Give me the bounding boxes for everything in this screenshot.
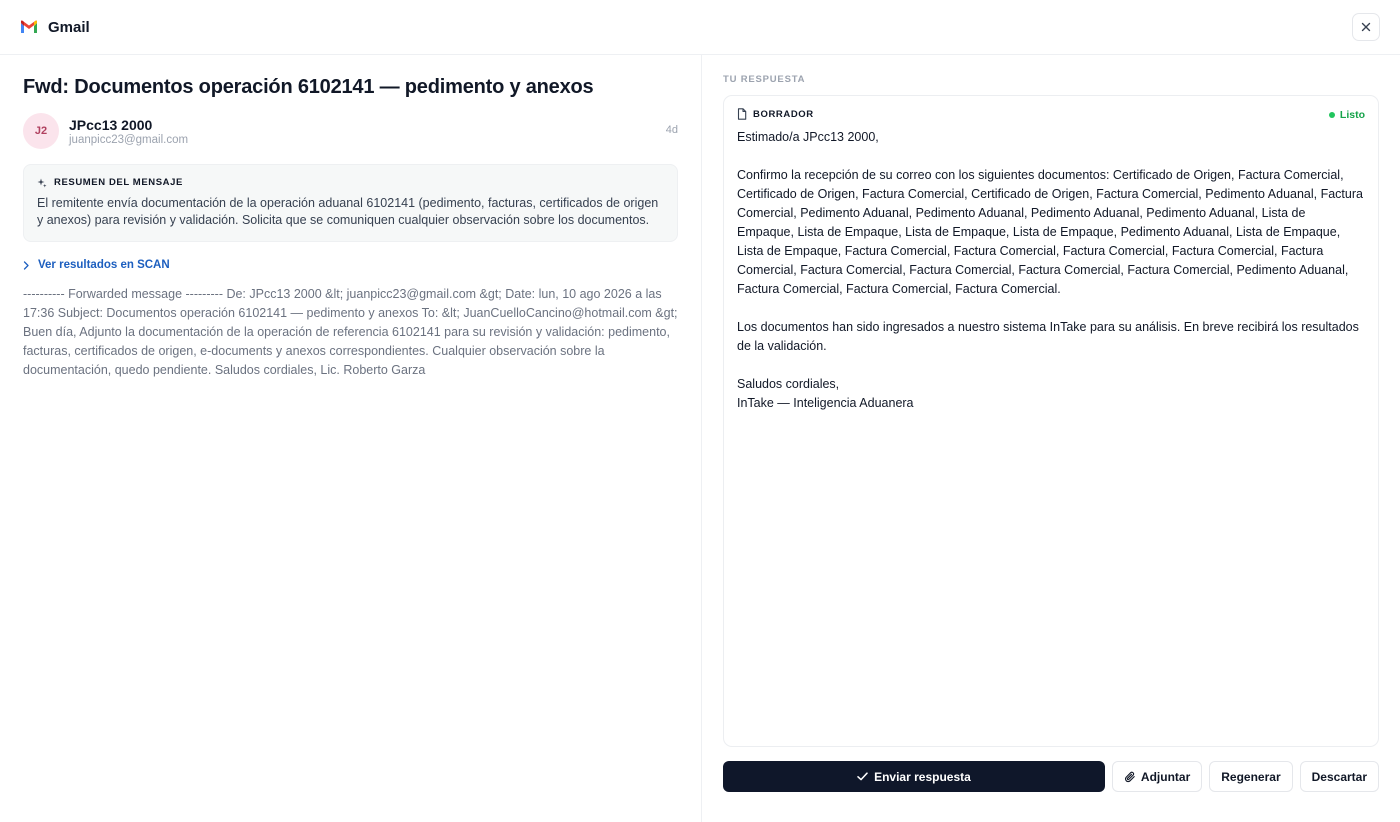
sparkle-icon xyxy=(37,178,47,188)
paperclip-icon xyxy=(1124,771,1136,783)
sender-email: juanpicc23@gmail.com xyxy=(69,133,189,146)
draft-signature: InTake — Inteligencia Aduanera xyxy=(737,396,914,410)
email-subject: Fwd: Documentos operación 6102141 — pedimento y anexos xyxy=(23,76,594,98)
sender-row xyxy=(23,113,678,149)
modal-header xyxy=(0,0,1400,55)
send-reply-button[interactable] xyxy=(723,761,1105,792)
status-dot-icon xyxy=(1329,112,1335,118)
attach-label: Adjuntar xyxy=(1140,769,1191,784)
regenerate-button[interactable] xyxy=(1209,761,1292,792)
sender-name: JPcc13 2000 xyxy=(69,116,153,133)
avatar: J2 xyxy=(23,113,59,149)
regenerate-label: Regenerar xyxy=(1221,769,1281,784)
draft-paragraph-1: Confirmo la recepción de su correo con los siguientes documentos: Certificado de Origen, Factura Comercial, Certificado de Origen, Factura Comercial, Certificado de Origen, Factura Comercial, Pedimento Aduanal, Factura Comercial, Pedimento Aduanal, Pedimento Aduanal, Pedimento Aduanal, Pedimento Aduanal, Lista de Empaque, Lista de Empaque, Lista de Empaque, Lista de Empaque, Pedimento Aduanal, Lista de Empaque, Lista de Empaque, Factura Comercial, Factura Comercial, Factura Comercial, Factura Comercial, Factura Comercial, Factura Comercial, Factura Comercial, Factura Comercial, Factura Comercial, Pedimento Aduanal, Factura Comercial, Factura Comercial, Factura Comercial. xyxy=(737,168,1363,296)
draft-greeting: Estimado/a JPcc13 2000, xyxy=(737,130,879,144)
document-icon xyxy=(737,108,747,120)
attach-button[interactable] xyxy=(1112,761,1202,792)
message-summary xyxy=(23,164,678,242)
draft-paragraph-2: Los documentos han sido ingresados a nuestro sistema InTake para su análisis. En breve recibirá los resultados de la validación. xyxy=(737,320,1359,353)
reply-actions xyxy=(723,761,1379,792)
gmail-logo-icon xyxy=(20,20,38,34)
close-icon xyxy=(1361,22,1371,32)
email-pane xyxy=(0,55,702,822)
draft-editor[interactable] xyxy=(723,95,1379,747)
status-badge xyxy=(1329,109,1365,121)
discard-label: Descartar xyxy=(1311,769,1367,784)
draft-text[interactable] xyxy=(737,128,1365,413)
app-title: Gmail xyxy=(48,18,90,36)
scan-link-label: Ver resultados en SCAN xyxy=(38,259,170,271)
scan-results-link[interactable] xyxy=(23,259,678,271)
summary-text: El remitente envía documentación de la operación aduanal 6102141 (pedimento, facturas, certificados de origen y anexos) para revisión y validación. Solicita que se comuniquen cualquier observación sobre los documentos. xyxy=(37,196,659,227)
summary-heading: RESUMEN DEL MENSAJE xyxy=(54,177,183,188)
chevron-right-icon xyxy=(23,261,30,270)
discard-button[interactable] xyxy=(1300,761,1379,792)
reply-section-label: TU RESPUESTA xyxy=(723,74,806,85)
message-age: 4d xyxy=(665,124,678,136)
draft-closing: Saludos cordiales, xyxy=(737,377,840,391)
email-body: ---------- Forwarded message --------- De: JPcc13 2000 &lt; juanpicc23@gmail.com &gt; Date: lun, 10 ago 2026 a las 17:36 Subject: Documentos operación 6102141 — pedimento y anexos To: &lt; JuanCuelloCancino@hotmail.com &gt; Buen día, Adjunto la documentación de la operación de referencia 6102141 para su revisión y validación: pedimento, facturas, certificados de origen, e-documents y anexos correspondientes. Cualquier observación sobre la documentación, quedo pendiente. Saludos cordiales, Lic. Roberto Garza xyxy=(23,287,678,377)
draft-label: BORRADOR xyxy=(753,108,814,120)
close-button[interactable] xyxy=(1352,13,1380,41)
send-reply-label: Enviar respuesta xyxy=(874,769,971,784)
reply-pane xyxy=(702,55,1400,822)
status-label: Listo xyxy=(1339,109,1365,121)
check-icon xyxy=(857,772,868,781)
